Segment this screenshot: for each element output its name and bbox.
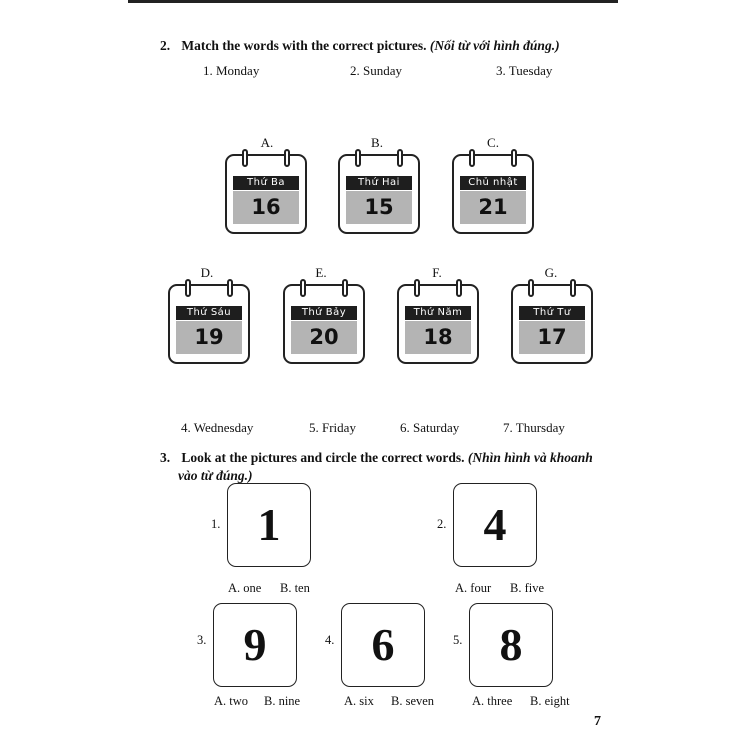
calendar-day: Thứ Sáu bbox=[176, 306, 242, 320]
word-tuesday[interactable]: 3. Tuesday bbox=[496, 63, 553, 78]
calendar-g[interactable] bbox=[511, 284, 593, 364]
number-card-2: 4 bbox=[453, 483, 537, 567]
calendar-letter-b: B. bbox=[371, 135, 383, 150]
calendar-day: Thứ Tư bbox=[519, 306, 585, 320]
calendar-d[interactable] bbox=[168, 284, 250, 364]
calendar-date: 20 bbox=[291, 321, 357, 354]
calendar-date: 16 bbox=[233, 191, 299, 224]
calendar-ring-icon bbox=[185, 279, 191, 297]
calendar-date: 17 bbox=[519, 321, 585, 354]
calendar-b[interactable] bbox=[338, 154, 420, 234]
calendar-letter-f: F. bbox=[432, 265, 442, 280]
exercise-3-translation-2: vào từ đúng.) bbox=[178, 468, 253, 483]
number-card-4: 6 bbox=[341, 603, 425, 687]
word-saturday[interactable]: 6. Saturday bbox=[400, 420, 460, 435]
item-5-option-b[interactable]: B. eight bbox=[530, 694, 570, 708]
item-3-option-a[interactable]: A. two bbox=[214, 694, 249, 708]
number-card-3: 9 bbox=[213, 603, 297, 687]
calendar-ring-icon bbox=[469, 149, 475, 167]
exercise-2-translation: (Nối từ với hình đúng.) bbox=[429, 38, 560, 53]
calendar-ring-icon bbox=[227, 279, 233, 297]
word-friday[interactable]: 5. Friday bbox=[309, 420, 356, 435]
item-3-number: 3. bbox=[197, 633, 207, 647]
item-5-option-a[interactable]: A. three bbox=[472, 694, 513, 708]
item-2-option-b[interactable]: B. five bbox=[510, 581, 545, 595]
calendar-letter-a: A. bbox=[260, 135, 274, 150]
calendar-day: Thứ Bảy bbox=[291, 306, 357, 320]
word-monday[interactable]: 1. Monday bbox=[203, 63, 260, 78]
calendar-day: Thứ Ba bbox=[233, 176, 299, 190]
item-5-number: 5. bbox=[453, 633, 463, 647]
item-4-option-b[interactable]: B. seven bbox=[391, 694, 435, 708]
calendar-ring-icon bbox=[242, 149, 248, 167]
calendar-ring-icon bbox=[414, 279, 420, 297]
word-thursday[interactable]: 7. Thursday bbox=[503, 420, 565, 435]
item-2-option-a[interactable]: A. four bbox=[455, 581, 492, 595]
item-1-number: 1. bbox=[211, 517, 221, 531]
calendar-a[interactable] bbox=[225, 154, 307, 234]
calendar-ring-icon bbox=[511, 149, 517, 167]
calendar-ring-icon bbox=[355, 149, 361, 167]
exercise-3-instruction: Look at the pictures and circle the correct words. bbox=[181, 450, 465, 465]
calendar-day: Thứ Hai bbox=[346, 176, 412, 190]
page-number: 7 bbox=[594, 714, 601, 729]
item-4-option-a[interactable]: A. six bbox=[344, 694, 374, 708]
item-2-number: 2. bbox=[437, 517, 447, 531]
calendar-e[interactable] bbox=[283, 284, 365, 364]
calendar-ring-icon bbox=[342, 279, 348, 297]
calendar-date: 15 bbox=[346, 191, 412, 224]
calendar-ring-icon bbox=[528, 279, 534, 297]
calendar-date: 21 bbox=[460, 191, 526, 224]
exercise-3-title bbox=[160, 448, 600, 467]
exercise-2-instruction: Match the words with the correct pictures. bbox=[181, 38, 427, 53]
calendar-letter-g: G. bbox=[544, 265, 558, 280]
item-3-option-b[interactable]: B. nine bbox=[264, 694, 301, 708]
number-card-5: 8 bbox=[469, 603, 553, 687]
word-wednesday[interactable]: 4. Wednesday bbox=[181, 420, 254, 435]
item-1-option-a[interactable]: A. one bbox=[228, 581, 262, 595]
calendar-letter-c: C. bbox=[487, 135, 499, 150]
calendar-ring-icon bbox=[456, 279, 462, 297]
calendar-day: Chủ nhật bbox=[460, 176, 526, 190]
exercise-3-translation-1: (Nhìn hình và khoanh bbox=[467, 450, 593, 465]
calendar-f[interactable] bbox=[397, 284, 479, 364]
calendar-ring-icon bbox=[397, 149, 403, 167]
calendar-date: 18 bbox=[405, 321, 471, 354]
calendar-ring-icon bbox=[300, 279, 306, 297]
calendar-c[interactable] bbox=[452, 154, 534, 234]
word-sunday[interactable]: 2. Sunday bbox=[350, 63, 402, 78]
calendar-letter-d: D. bbox=[200, 265, 214, 280]
top-rule bbox=[128, 0, 618, 3]
number-card-1: 1 bbox=[227, 483, 311, 567]
calendar-ring-icon bbox=[570, 279, 576, 297]
calendar-day: Thứ Năm bbox=[405, 306, 471, 320]
calendar-letter-e: E. bbox=[315, 265, 327, 280]
exercise-2-title bbox=[160, 36, 560, 55]
calendar-date: 19 bbox=[176, 321, 242, 354]
calendar-ring-icon bbox=[284, 149, 290, 167]
item-4-number: 4. bbox=[325, 633, 335, 647]
item-1-option-b[interactable]: B. ten bbox=[280, 581, 310, 595]
exercise-2-number: 2. bbox=[160, 38, 171, 53]
exercise-3-number: 3. bbox=[160, 450, 171, 465]
